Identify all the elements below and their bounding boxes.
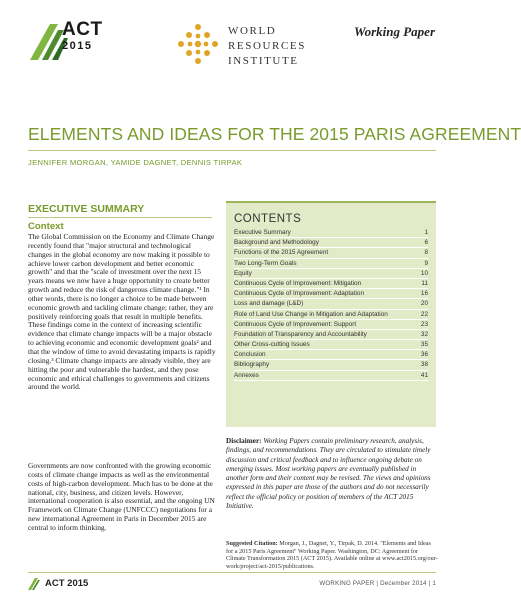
context-heading: Context <box>28 221 64 232</box>
contents-item-label: Executive Summary <box>234 229 291 236</box>
contents-item <box>234 238 428 248</box>
footer-page-info: WORKING PAPER | December 2014 | 1 <box>319 580 436 587</box>
disclaimer <box>226 437 438 511</box>
contents-item-label: Conclusion <box>234 351 266 359</box>
document-title: ELEMENTS AND IDEAS FOR THE 2015 PARIS AGREEMENT <box>28 124 521 144</box>
contents-item-label: Annexes <box>234 371 259 379</box>
contents-item-label: Loss and damage (L&D) <box>234 300 304 308</box>
body-paragraph-1: The Global Commission on the Economy and Climate Change recently found that "major structural and technological changes in the global economy are now making it possible to achieve lower carbon development and better economic growth" and that the "scale of investment over the next 15 years means we now have a huge opportunity to create better growth and reduce the risk of dangerous climate change."¹ In other words, there is no longer a choice to be made between economic growth and tackling climate change; rather, they are positively reinforcing goals that result in multiple benefits. These findings come in the context of increasing scientific evidence that climate change impacts will be a major obstacle to achieving economic and economic development goals² and that the window of time to avoid devastating impacts is rapidly closing.³ Climate change impacts are already visible, they are hitting the poor and vulnerable the hardest, and they pose economic and ethical challenges to governments and citizens around the world. <box>28 232 216 392</box>
contents-item-label: Continuous Cycle of Improvement: Mitigation <box>234 279 362 287</box>
contents-item-page: 36 <box>420 351 428 359</box>
citation-text: Morgan, J., Dagnet, Y., Tirpak, D. 2014. "Elements and Ideas for a 2015 Paris Agreement" Working Paper. Washington, DC: Agreement for Climate Transformation 2015 (ACT 2015). Available online at www.act2015.org/our-work/project/act-2015/publications. <box>226 540 438 570</box>
contents-item <box>234 289 428 299</box>
contents-item-label: Continuous Cycle of Improvement: Support <box>234 320 357 328</box>
contents-item-page: 38 <box>420 361 428 369</box>
contents-item-page: 41 <box>420 371 428 379</box>
contents-item <box>234 228 428 238</box>
contents-item-page: 9 <box>424 259 428 267</box>
title-divider <box>28 150 436 151</box>
contents-item-label: Two Long-Term Goals <box>234 259 297 267</box>
citation-lead: Suggested Citation: <box>226 540 278 547</box>
body-paragraph-2: Governments are now confronted with the growing economic costs of climate change impacts as well as the environmental costs of high-carbon development. Much has to be done at the national, city, business, and citizen levels. However, international cooperation is also essential, and the ongoing UN Framework on Climate Change (UNFCCC) negotiations for a new international Agreement in Paris in December 2015 are central to inform thinking. <box>28 461 215 532</box>
contents-item-page: 1 <box>424 229 428 236</box>
wri-logo-icon <box>176 22 220 66</box>
contents-item-label: Role of Land Use Change in Mitigation and Adaptation <box>234 310 388 318</box>
contents-item <box>234 279 428 289</box>
contents-item-label: Other Cross-cutting Issues <box>234 341 310 349</box>
contents-item <box>234 248 428 258</box>
wri-line-2: RESOURCES <box>228 40 306 52</box>
contents-item-page: 16 <box>420 290 428 298</box>
executive-summary-divider <box>28 217 212 218</box>
contents-item-label: Bibliography <box>234 361 270 369</box>
contents-item <box>234 340 428 350</box>
suggested-citation <box>226 540 438 570</box>
disclaimer-text: Working Papers contain preliminary research, analysis, findings, and recommendations. They are circulated to stimulate timely discussion and critical feedback and to influence ongoing debate on emerging issues. Most working papers are eventually published in another form and their content may be revised. The views and opinions expressed in this paper are those of the authors and do not necessarily reflect the official policy or position of members of the ACT 2015 Initiative. <box>226 437 431 511</box>
contents-item <box>234 350 428 360</box>
contents-item-page: 20 <box>420 300 428 308</box>
contents-title: CONTENTS <box>234 213 302 225</box>
contents-item <box>234 259 428 269</box>
executive-summary-heading: EXECUTIVE SUMMARY <box>28 203 145 215</box>
contents-item <box>234 320 428 330</box>
act-logo-text <box>62 20 103 52</box>
contents-item <box>234 269 428 279</box>
contents-item-page: 23 <box>420 320 428 328</box>
document-type: Working Paper <box>353 24 435 39</box>
contents-item-page: 10 <box>420 269 428 277</box>
footer-divider <box>28 572 436 573</box>
contents-item-label: Foundation of Transparency and Accountability <box>234 330 367 338</box>
contents-list <box>234 228 428 381</box>
act-name: ACT <box>62 19 103 40</box>
contents-item-page: 22 <box>420 310 428 318</box>
contents-item-page: 35 <box>420 341 428 349</box>
contents-item-page: 8 <box>424 249 428 257</box>
footer-name: ACT 2015 <box>45 578 89 589</box>
act-year: 2015 <box>62 40 93 52</box>
contents-item-page: 11 <box>421 279 428 287</box>
act-footer-logo-icon <box>28 577 42 591</box>
wri-line-1: WORLD <box>228 25 277 37</box>
wri-name <box>228 24 306 69</box>
page-header <box>0 0 463 120</box>
contents-item <box>234 299 428 309</box>
contents-item <box>234 330 428 340</box>
disclaimer-lead: Disclaimer: <box>226 437 262 445</box>
contents-item-label: Equity <box>234 269 252 277</box>
contents-item-label: Continuous Cycle of Improvement: Adaptation <box>234 290 365 298</box>
authors: JENNIFER MORGAN, YAMIDE DAGNET, DENNIS TIRPAK <box>28 158 243 167</box>
contents-item-label: Background and Methodology <box>234 239 319 247</box>
contents-item <box>234 360 428 370</box>
contents-item <box>234 310 428 320</box>
contents-item-label: Functions of the 2015 Agreement <box>234 249 329 257</box>
contents-box <box>226 201 436 427</box>
contents-item-page: 32 <box>420 330 428 338</box>
wri-line-3: INSTITUTE <box>228 55 299 67</box>
contents-item-page: 6 <box>424 239 428 247</box>
contents-item <box>234 371 428 381</box>
